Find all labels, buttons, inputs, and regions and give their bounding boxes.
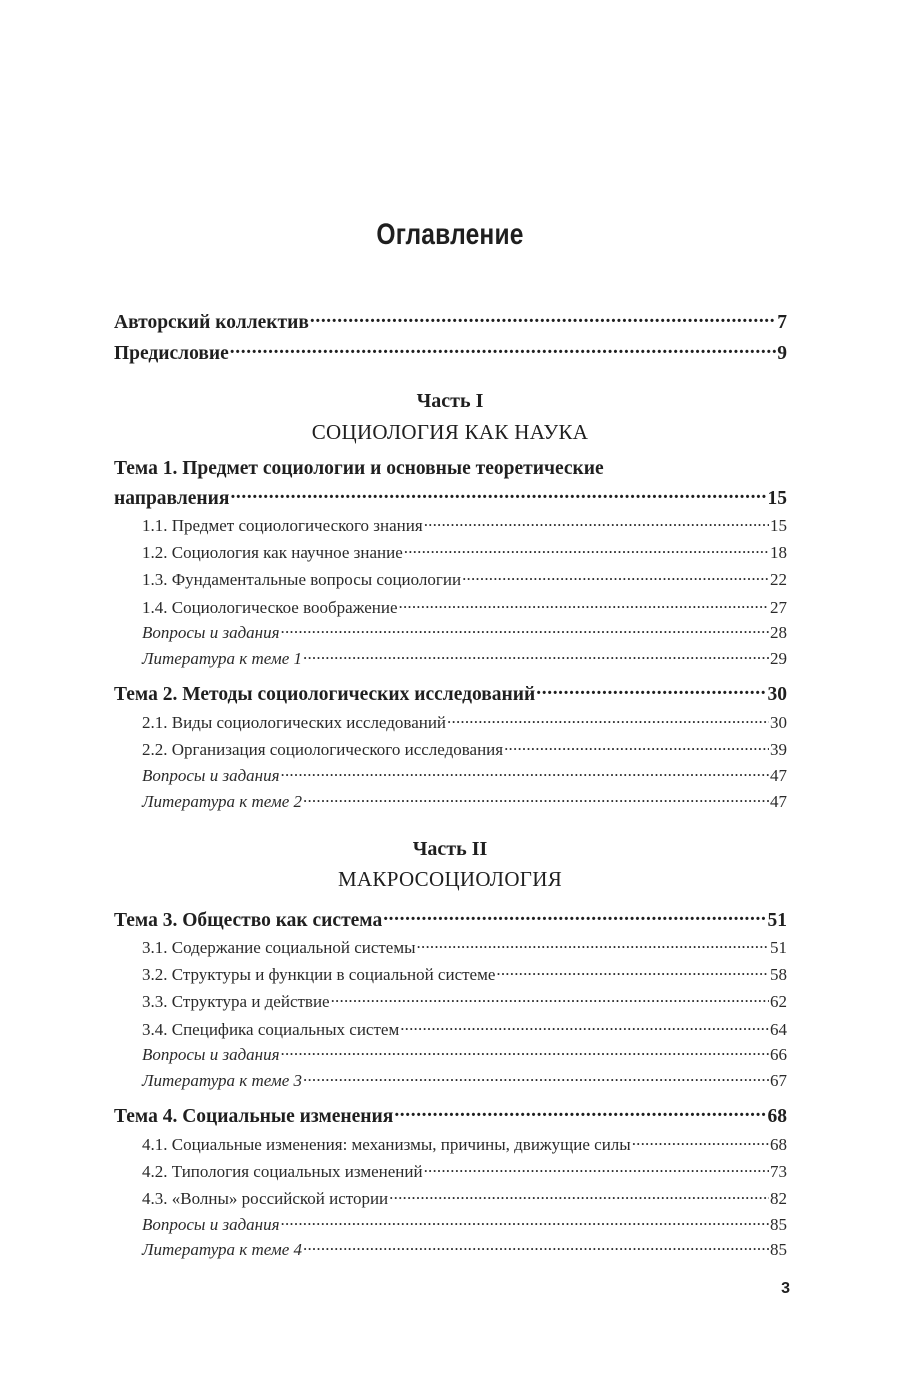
toc-entry-label: Литература к теме 1 [142, 649, 303, 668]
dot-leader [281, 1042, 769, 1060]
toc-page-number: 15 [767, 488, 787, 509]
toc-entry-label: Вопросы и задания [142, 766, 280, 785]
toc-entry-label: 3.4. Специфика социальных систем [142, 1020, 400, 1039]
toc-subentry[interactable] [142, 935, 787, 959]
toc-entry-label: Вопросы и задания [142, 623, 280, 642]
toc-page-number: 82 [770, 1189, 787, 1208]
toc-subentry[interactable] [142, 1159, 787, 1183]
toc-page-number: 27 [770, 598, 787, 617]
toc-subentry[interactable] [142, 962, 787, 986]
toc-page-number: 51 [767, 910, 787, 931]
toc-page-number: 7 [777, 312, 787, 333]
toc-page-number: 28 [770, 623, 787, 642]
toc-subentry-questions[interactable] [142, 1042, 787, 1066]
toc-entry-label: 4.1. Социальные изменения: механизмы, причины, движущие силы [142, 1135, 631, 1154]
toc-topic-heading-line: Тема 1. Предмет социологии и основные теоретические [114, 458, 604, 479]
toc-page-number: 58 [770, 965, 787, 984]
toc-entry-label: Литература к теме 3 [142, 1071, 303, 1090]
toc-topic-3[interactable] [114, 906, 787, 932]
toc-page-number: 30 [767, 684, 787, 705]
toc-part-2 [114, 0, 787, 1382]
toc-page-number: 62 [770, 992, 787, 1011]
toc-entry-label: Предисловие [114, 343, 229, 364]
toc-subentry[interactable] [142, 989, 787, 1013]
toc-subentry-questions[interactable] [142, 1212, 787, 1236]
toc-entry-label: 3.1. Содержание социальной системы [142, 938, 416, 957]
toc-page-number: 15 [770, 516, 787, 535]
dot-leader [632, 1132, 769, 1150]
toc-page-number: 68 [770, 1135, 787, 1154]
toc-page-number: 85 [770, 1240, 787, 1259]
toc-entry-label: Тема 3. Общество как система [114, 910, 383, 931]
toc-page-number: 85 [770, 1215, 787, 1234]
dot-leader [496, 962, 769, 980]
toc-subentry-literature[interactable] [142, 1237, 787, 1261]
dot-leader [394, 1102, 766, 1122]
dot-leader [400, 1017, 769, 1035]
toc-page-number: 22 [770, 570, 787, 589]
toc-page-number: 18 [770, 543, 787, 562]
dot-leader [389, 1186, 769, 1204]
toc-page-number: 73 [770, 1162, 787, 1181]
toc-entry-label: 2.2. Организация социологического исследования [142, 740, 504, 759]
part-name: МАКРОСОЦИОЛОГИЯ [337, 867, 563, 891]
toc-entry-label: 4.2. Типология социальных изменений [142, 1162, 423, 1181]
dot-leader [303, 1237, 769, 1255]
toc-entry-label: Тема 4. Социальные изменения [114, 1106, 394, 1127]
toc-entry-label: 1.4. Социологическое воображение [142, 598, 398, 617]
part-name: СОЦИОЛОГИЯ КАК НАУКА [311, 420, 589, 444]
toc-page-number: 39 [770, 740, 787, 759]
toc-entry-label: Литература к теме 4 [142, 1240, 303, 1259]
toc-topic-4[interactable] [114, 1102, 787, 1128]
part-number: Часть I [416, 390, 484, 412]
toc-entry-label: 3.2. Структуры и функции в социальной системе [142, 965, 496, 984]
toc-page-number: 68 [767, 1106, 787, 1127]
dot-leader [281, 1212, 769, 1230]
toc-entry-label: 1.3. Фундаментальные вопросы социологии [142, 570, 462, 589]
toc-page-number: 47 [770, 792, 787, 811]
toc-entry-label: 2.1. Виды социологических исследований [142, 713, 447, 732]
toc-subentry-literature[interactable] [142, 1068, 787, 1092]
toc-page-number: 9 [777, 343, 787, 364]
toc-page-number: 29 [770, 649, 787, 668]
toc-page-number: 30 [770, 713, 787, 732]
toc-page-number: 66 [770, 1045, 787, 1064]
toc-subentry[interactable] [142, 1017, 787, 1041]
toc-entry-label: Вопросы и задания [142, 1045, 280, 1064]
dot-leader [303, 1068, 769, 1086]
toc-entry-label: Вопросы и задания [142, 1215, 280, 1234]
toc-page-number: 67 [770, 1071, 787, 1090]
toc-entry-label: направления [114, 488, 230, 509]
page-title: Оглавление [376, 218, 524, 251]
toc-entry-label: Авторский коллектив [114, 312, 309, 333]
page-number: 3 [781, 1280, 790, 1297]
toc-subentry[interactable] [142, 1186, 787, 1210]
part-number: Часть II [412, 838, 488, 860]
toc-entry-label: 3.3. Структура и действие [142, 992, 330, 1011]
toc-page-number: 47 [770, 766, 787, 785]
toc-entry-label: Литература к теме 2 [142, 792, 303, 811]
dot-leader [383, 906, 766, 926]
dot-leader [417, 935, 769, 953]
dot-leader [331, 989, 769, 1007]
dot-leader [424, 1159, 769, 1177]
toc-entry-label: 4.3. «Волны» российской истории [142, 1189, 389, 1208]
toc-page-number: 51 [770, 938, 787, 957]
toc-entry-label: 1.2. Социология как научное знание [142, 543, 403, 562]
toc-entry-label: Тема 2. Методы социологических исследований [114, 684, 536, 705]
toc-page-number: 64 [770, 1020, 787, 1039]
toc-entry-label: 1.1. Предмет социологического знания [142, 516, 423, 535]
toc-subentry[interactable] [142, 1132, 787, 1156]
